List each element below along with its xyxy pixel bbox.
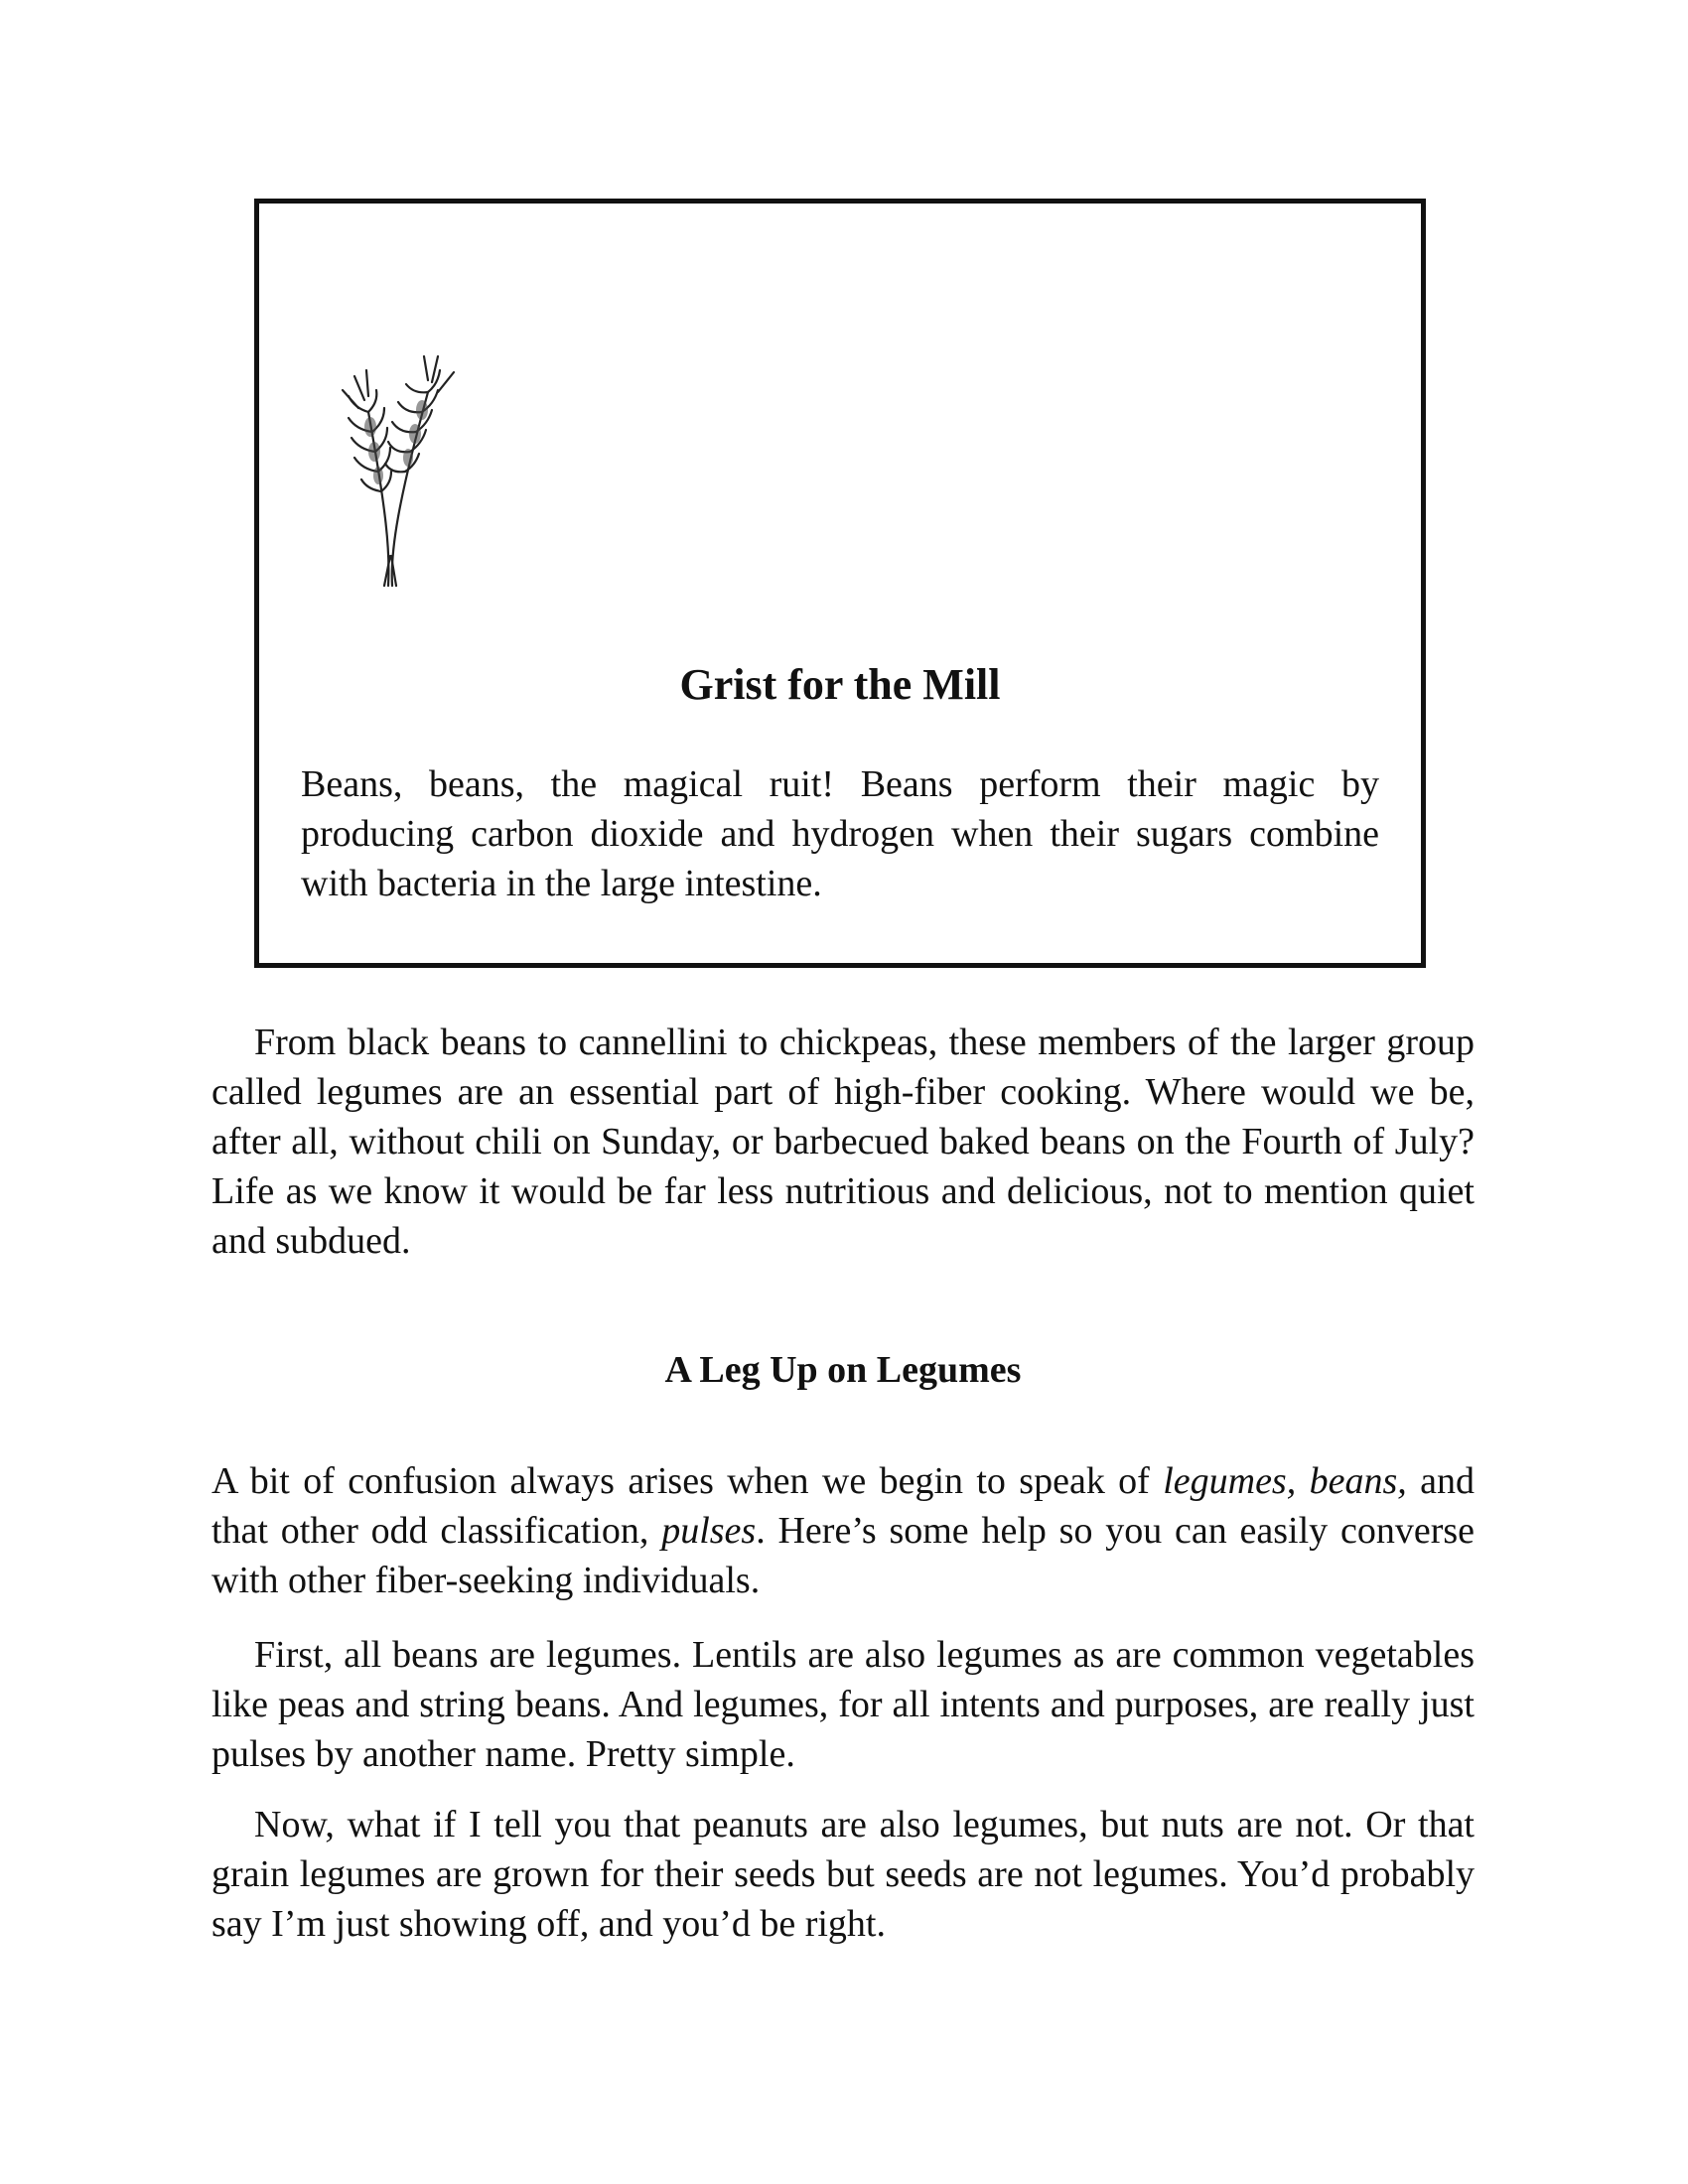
sidebar-text: Beans, beans, the magical ruit! Beans perform their magic by producing carbon dioxide and hydrogen when their sugars combine with bacteria in the large intestine. [301, 763, 1379, 904]
section-paragraph-2: First, all beans are legumes. Lentils are also legumes as are common vegetables like peas and string beans. And legumes, for all intents and purposes, are really just pulses by another name. Pretty simple. [211, 1634, 1475, 1775]
p1-italic-pulses: pulses [661, 1510, 757, 1552]
p1-text-middle: and that other odd classification, [211, 1460, 1475, 1552]
p1-italic-terms: legumes, beans, [1163, 1460, 1407, 1502]
p1-text-after: . Here’s some help so you can easily converse with other fiber-seeking individuals. [211, 1510, 1476, 1601]
section-heading: A Leg Up on Legumes [664, 1349, 1022, 1391]
sidebar-box [254, 199, 1426, 968]
section-paragraph-1 [211, 1456, 1475, 1605]
intro-paragraph: From black beans to cannellini to chickpeas, these members of the larger group called legumes are an essential part of high-fiber cooking. Where would we be, after all, without chili on Sunday, or barbecued baked beans on the Fourth of July? Life as we know it would be far less nutritious and delicious, not to mention quiet and subdued. [211, 1022, 1475, 1262]
p1-text-before: A bit of confusion always arises when we begin to speak of [211, 1460, 1164, 1502]
sidebar-title: Grist for the Mill [679, 660, 1001, 709]
section-paragraph-3: Now, what if I tell you that peanuts are also legumes, but nuts are not. Or that grain legumes are grown for their seeds but seeds are not legumes. You’d probably say I’m just showing off, and you’d be right. [211, 1804, 1475, 1945]
wheat-icon [329, 352, 468, 591]
